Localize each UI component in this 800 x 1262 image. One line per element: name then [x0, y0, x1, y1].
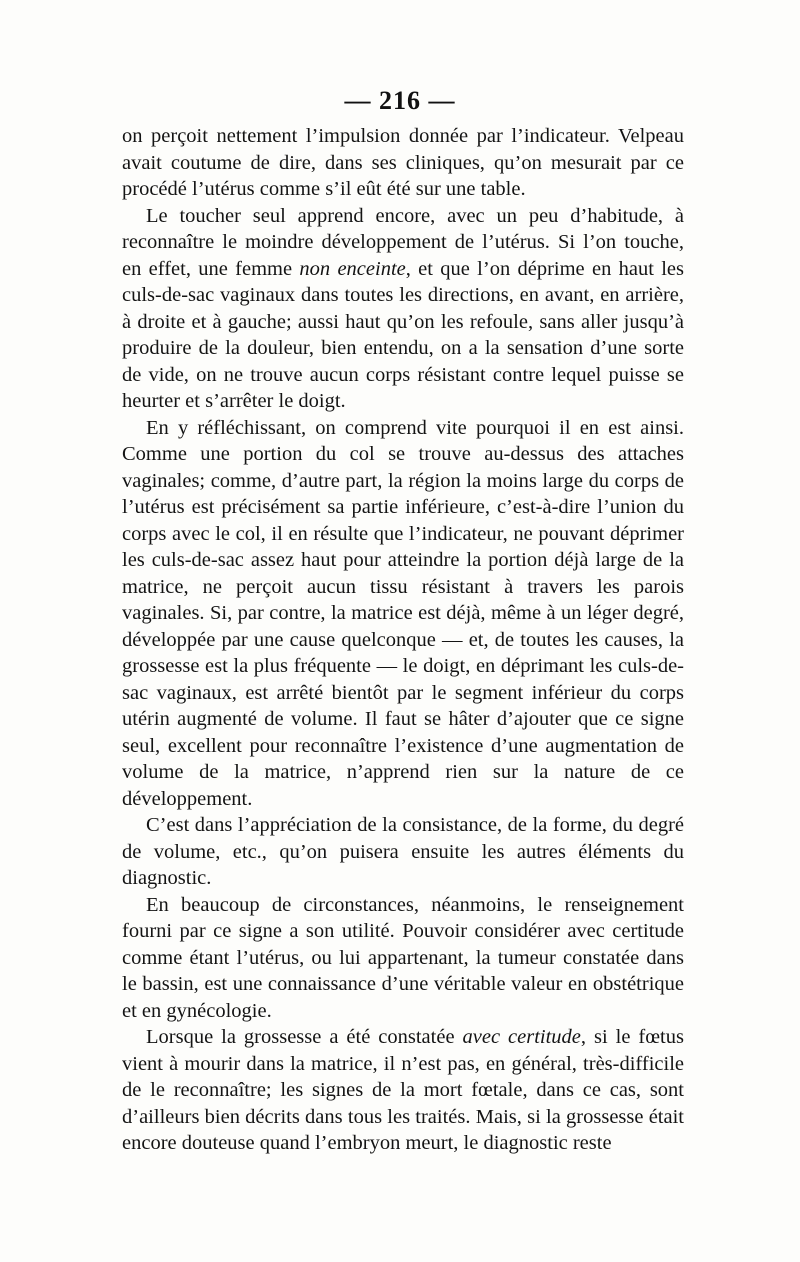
- paragraph-4: [122, 812, 684, 892]
- paragraph-2: [122, 203, 684, 415]
- italic-text-run: non enceinte: [299, 257, 406, 280]
- text-run: En beaucoup de circonstances, néanmoins, le renseignement fourni par ce signe a son utilité. Pouvoir considérer avec certitude comme étant l’utérus, ou lui appartenant, la tumeur constatée dans le bassin, est une connaissance d’une véritable valeur en obstétrique et en gynécologie.: [122, 893, 684, 1022]
- text-run: , si le fœtus vient à mourir dans la matrice, il n’est pas, en général, très-difficile de le reconnaître; les signes de la mort fœtale, dans ce cas, sont d’ailleurs bien décrits dans tous les traités. Mais, si la grossesse était encore douteuse quand l’embryon meurt, le diagnostic reste: [122, 1026, 684, 1154]
- body-text: [122, 123, 684, 1157]
- page-number: — 216 —: [344, 86, 456, 115]
- text-run: Le toucher seul apprend encore, avec un peu d’habitude, à reconnaître le moindre développement de l’utérus. Si l’on touche, en effet, une femme: [122, 204, 684, 280]
- text-run: En y réfléchissant, on comprend vite pourquoi il en est ainsi. Comme une portion du col se trouve au-dessus des attaches vaginales; comme, d’autre part, la région la moins large du corps de l’utérus est précisément sa partie inférieure, c’est-à-dire l’union du corps avec le col, il en résulte que l’indicateur, ne pouvant déprimer les culs-de-sac assez haut pour atteindre la portion déjà large de la matrice, ne perçoit aucun tissu résistant à travers les parois vaginales. Si, par contre, la matrice est déjà, même à un léger degré, développée par une cause quelconque — et, de toutes les causes, la grossesse est la plus fréquente — le doigt, en déprimant les culs-de-sac vaginaux, est arrêté bientôt par le segment inférieur du corps utérin augmenté de volume. Il faut se hâter d’ajouter que ce signe seul, excellent pour reconnaître l’existence d’une augmentation de volume de la matrice, n’apprend rien sur la nature de ce développement.: [122, 416, 684, 810]
- paragraph-3: [122, 415, 684, 813]
- paragraph-1: [122, 123, 684, 203]
- text-run: , et que l’on déprime en haut les culs-de-sac vaginaux dans toutes les directions, en avant, en arrière, à droite et à gauche; aussi haut qu’on les refoule, sans aller jusqu’à produire de la douleur, bien entendu, on a la sensation d’une sorte de vide, on ne trouve aucun corps résistant contre lequel puisse se heurter et s’arrêter le doigt.: [122, 257, 684, 412]
- text-run: on perçoit nettement l’impulsion donnée par l’indicateur. Velpeau avait coutume de dire, dans ses cliniques, qu’on mesurait par ce procédé l’utérus comme s’il eût été sur une table.: [122, 125, 684, 200]
- text-run: C’est dans l’appréciation de la consistance, de la forme, du degré de volume, etc., qu’on puisera ensuite les autres éléments du diagnostic.: [122, 814, 684, 889]
- text-run: Lorsque la grossesse a été constatée: [146, 1026, 463, 1048]
- paragraph-6: [122, 1024, 684, 1157]
- paragraph-5: [122, 892, 684, 1025]
- italic-text-run: avec certitude: [462, 1026, 581, 1048]
